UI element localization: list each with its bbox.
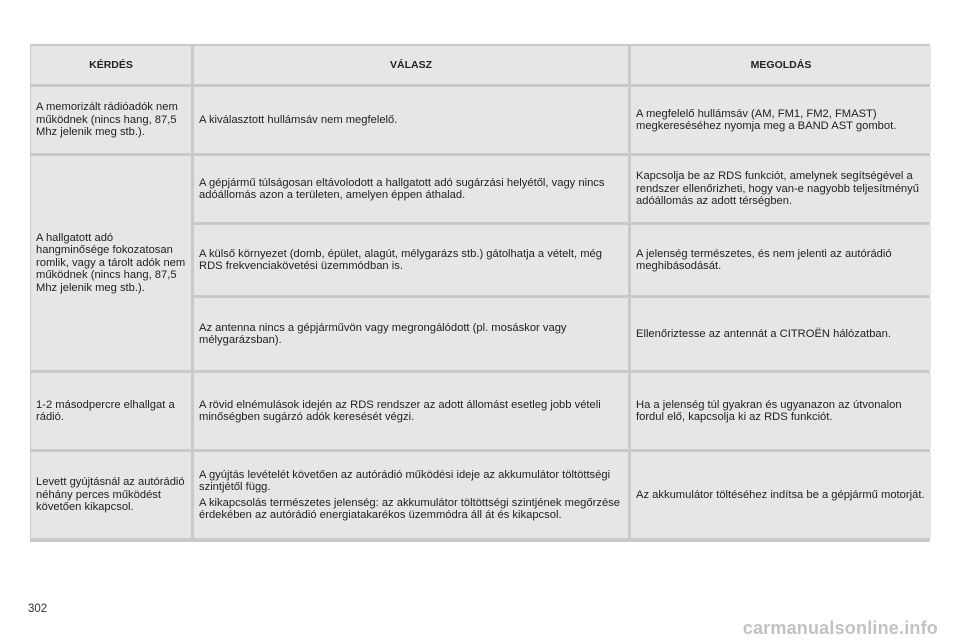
answer-cell — [194, 298, 628, 370]
question-cell: 1-2 másodpercre elhallgat a rádió. — [31, 373, 191, 449]
solution-cell: Kapcsolja be az RDS funkciót, amelynek segítségével a rendszer ellenőrizheti, hogy van-e nagyobb teljesítményű adóállomás az adott térségben. — [631, 156, 931, 222]
question-cell: A hallgatott adó hangminősége fokozatosan romlik, vagy a tárolt adók nem működnek (nincs hang, 87,5 Mhz jelenik meg stb.). — [31, 156, 191, 370]
troubleshooting-table — [30, 44, 930, 542]
header-answer: VÁLASZ — [194, 46, 628, 84]
watermark: carmanualsonline.info — [742, 618, 938, 638]
answer-cell — [194, 87, 628, 153]
answer-text: A gépjármű túlságosan eltávolodott a hallgatott adó sugárzási helyétől, vagy nincs adóállomás azon a területen, amelyen éppen áthalad. — [199, 176, 605, 201]
answer-cell — [194, 452, 628, 538]
answer-cell — [194, 225, 628, 295]
answer-cell — [194, 156, 628, 222]
answer-text: A rövid elnémulások idején az RDS rendszer az adott állomást esetleg jobb vételi minőségben sugárzó adók keresését végzi. — [199, 398, 601, 423]
solution-cell: Ha a jelenség túl gyakran és ugyanazon az útvonalon fordul elő, kapcsolja ki az RDS funkciót. — [631, 373, 931, 449]
header-solution: MEGOLDÁS — [631, 46, 931, 84]
page-number: 302 — [28, 603, 48, 615]
solution-cell: Az akkumulátor töltéséhez indítsa be a gépjármű motorját. — [631, 452, 931, 538]
question-cell: A memorizált rádióadók nem működnek (nincs hang, 87,5 Mhz jelenik meg stb.). — [31, 87, 191, 153]
answer-text: A kikapcsolás természetes jelenség: az akkumulátor töltöttségi szintjének megőrzése érdekében az autórádió energiatakarékos üzemmódra áll át és kikapcsol. — [199, 496, 620, 521]
solution-cell: A jelenség természetes, és nem jelenti az autórádió meghibásodását. — [631, 225, 931, 295]
answer-text: A külső környezet (domb, épület, alagút, mélygarázs stb.) gátolhatja a vételt, még RDS frekvenciakövetési üzemmódban is. — [199, 247, 602, 272]
question-cell: Levett gyújtásnál az autórádió néhány perces működést követően kikapcsol. — [31, 452, 191, 538]
solution-cell: Ellenőriztesse az antennát a CITROËN hálózatban. — [631, 298, 931, 370]
header-question: KÉRDÉS — [31, 46, 191, 84]
solution-cell: A megfelelő hullámsáv (AM, FM1, FM2, FMAST) megkereséséhez nyomja meg a BAND AST gombot. — [631, 87, 931, 153]
answer-text: Az antenna nincs a gépjárművön vagy megrongálódott (pl. mosáskor vagy mélygarázsban). — [199, 321, 567, 346]
answer-cell — [194, 373, 628, 449]
answer-text: A gyújtás levételét követően az autórádió működési ideje az akkumulátor töltöttségi szintjétől függ. — [199, 468, 611, 494]
answer-text: A kiválasztott hullámsáv nem megfelelő. — [199, 113, 398, 126]
